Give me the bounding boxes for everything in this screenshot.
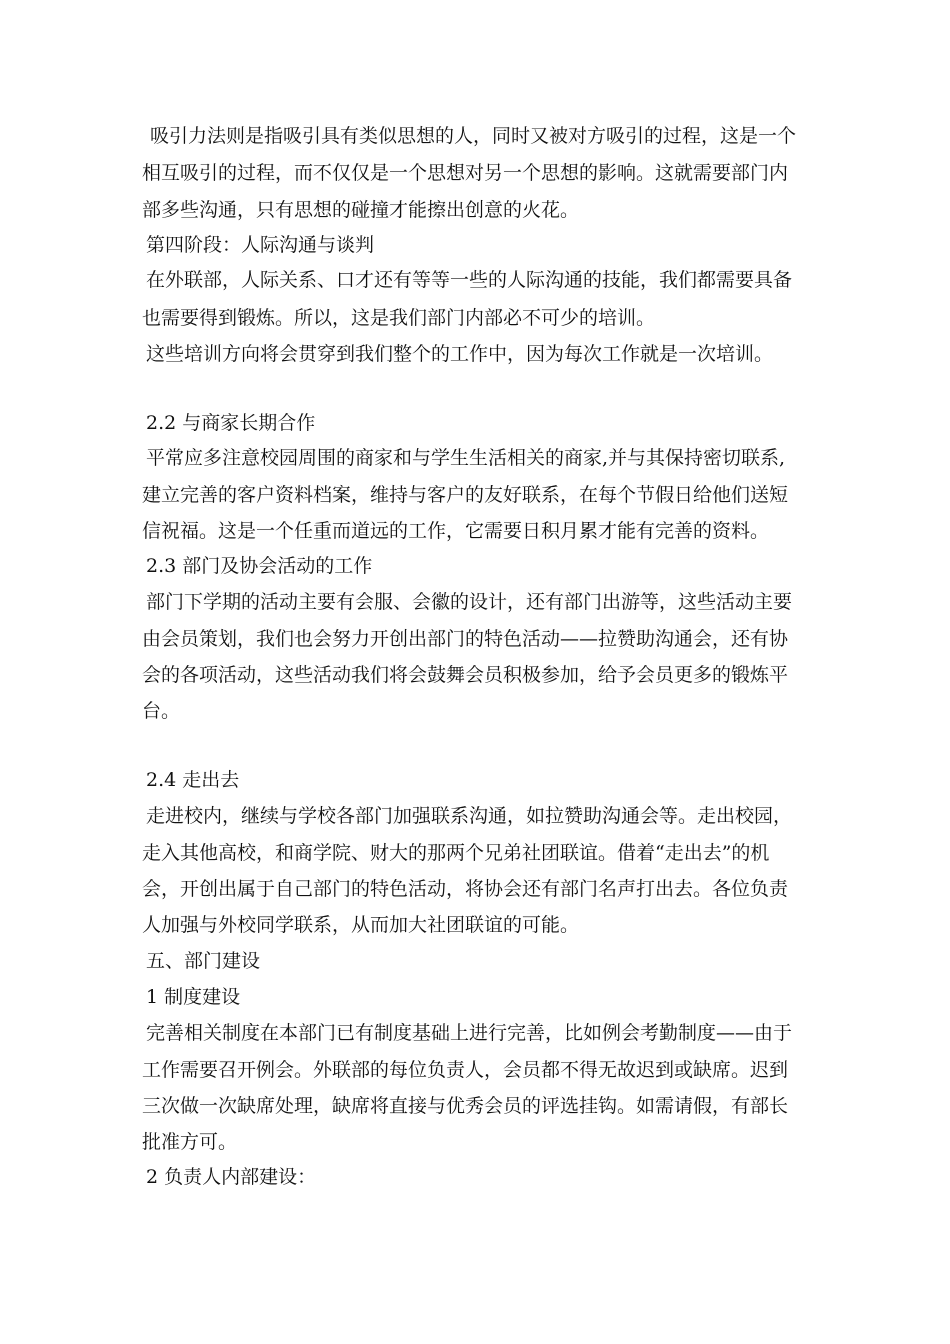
- paragraph-line: 部多些沟通，只有思想的碰撞才能擦出创意的火花。: [142, 199, 580, 221]
- paragraph-line: 人加强与外校同学联系，从而加大社团联谊的可能。: [142, 914, 580, 936]
- section-heading: 五、部门建设: [146, 950, 261, 972]
- paragraph-line: 三次做一次缺席处理，缺席将直接与优秀会员的评选挂钩。如需请假，有部长: [142, 1095, 789, 1117]
- section-heading: 2.2 与商家长期合作: [146, 412, 316, 434]
- section-heading: 2 负责人内部建设：: [146, 1166, 317, 1188]
- paragraph-line: 台。: [142, 700, 181, 722]
- paragraph-line: 信祝福。这是一个任重而道远的工作，它需要日积月累才能有完善的资料。: [142, 520, 770, 542]
- paragraph-line: 工作需要召开例会。外联部的每位负责人，会员都不得无故迟到或缺席。迟到: [142, 1059, 789, 1081]
- paragraph-line: 在外联部，人际关系、口才还有等等一些的人际沟通的技能，我们都需要具备: [146, 269, 793, 291]
- paragraph-line: 走进校内，继续与学校各部门加强联系沟通，如拉赞助沟通会等。走出校园，: [146, 805, 793, 827]
- section-heading: 2.4 走出去: [146, 769, 240, 791]
- paragraph-line: 批准方可。: [142, 1131, 238, 1153]
- paragraph-line: 由会员策划，我们也会努力开创出部门的特色活动——拉赞助沟通会，还有协: [142, 628, 789, 650]
- paragraph-line: 会，开创出属于自己部门的特色活动，将协会还有部门名声打出去。各位负责: [142, 878, 789, 900]
- paragraph-line: 建立完善的客户资料档案，维持与客户的友好联系，在每个节假日给他们送短: [142, 484, 789, 506]
- section-heading: 第四阶段：人际沟通与谈判: [146, 234, 375, 256]
- section-heading: 1 制度建设: [146, 986, 241, 1008]
- paragraph-line: 完善相关制度在本部门已有制度基础上进行完善，比如例会考勤制度——由于: [146, 1022, 793, 1044]
- paragraph-line: 会的各项活动，这些活动我们将会鼓舞会员积极参加，给予会员更多的锻炼平: [142, 664, 789, 686]
- paragraph-line: 吸引力法则是指吸引具有类似思想的人，同时又被对方吸引的过程，这是一个: [150, 125, 797, 147]
- paragraph-line: 部门下学期的活动主要有会服、会徽的设计，还有部门出游等，这些活动主要: [146, 591, 793, 613]
- paragraph-line: 走入其他高校，和商学院、财大的那两个兄弟社团联谊。借着“走出去”的机: [142, 842, 770, 864]
- paragraph-line: 也需要得到锻炼。所以，这是我们部门内部必不可少的培训。: [142, 307, 656, 329]
- section-heading: 2.3 部门及协会活动的工作: [146, 555, 373, 577]
- paragraph-line: 这些培训方向将会贯穿到我们整个的工作中，因为每次工作就是一次培训。: [146, 343, 774, 365]
- paragraph-line: 平常应多注意校园周围的商家和与学生生活相关的商家,并与其保持密切联系,: [146, 447, 786, 469]
- paragraph-line: 相互吸引的过程，而不仅仅是一个思想对另一个思想的影响。这就需要部门内: [142, 162, 789, 184]
